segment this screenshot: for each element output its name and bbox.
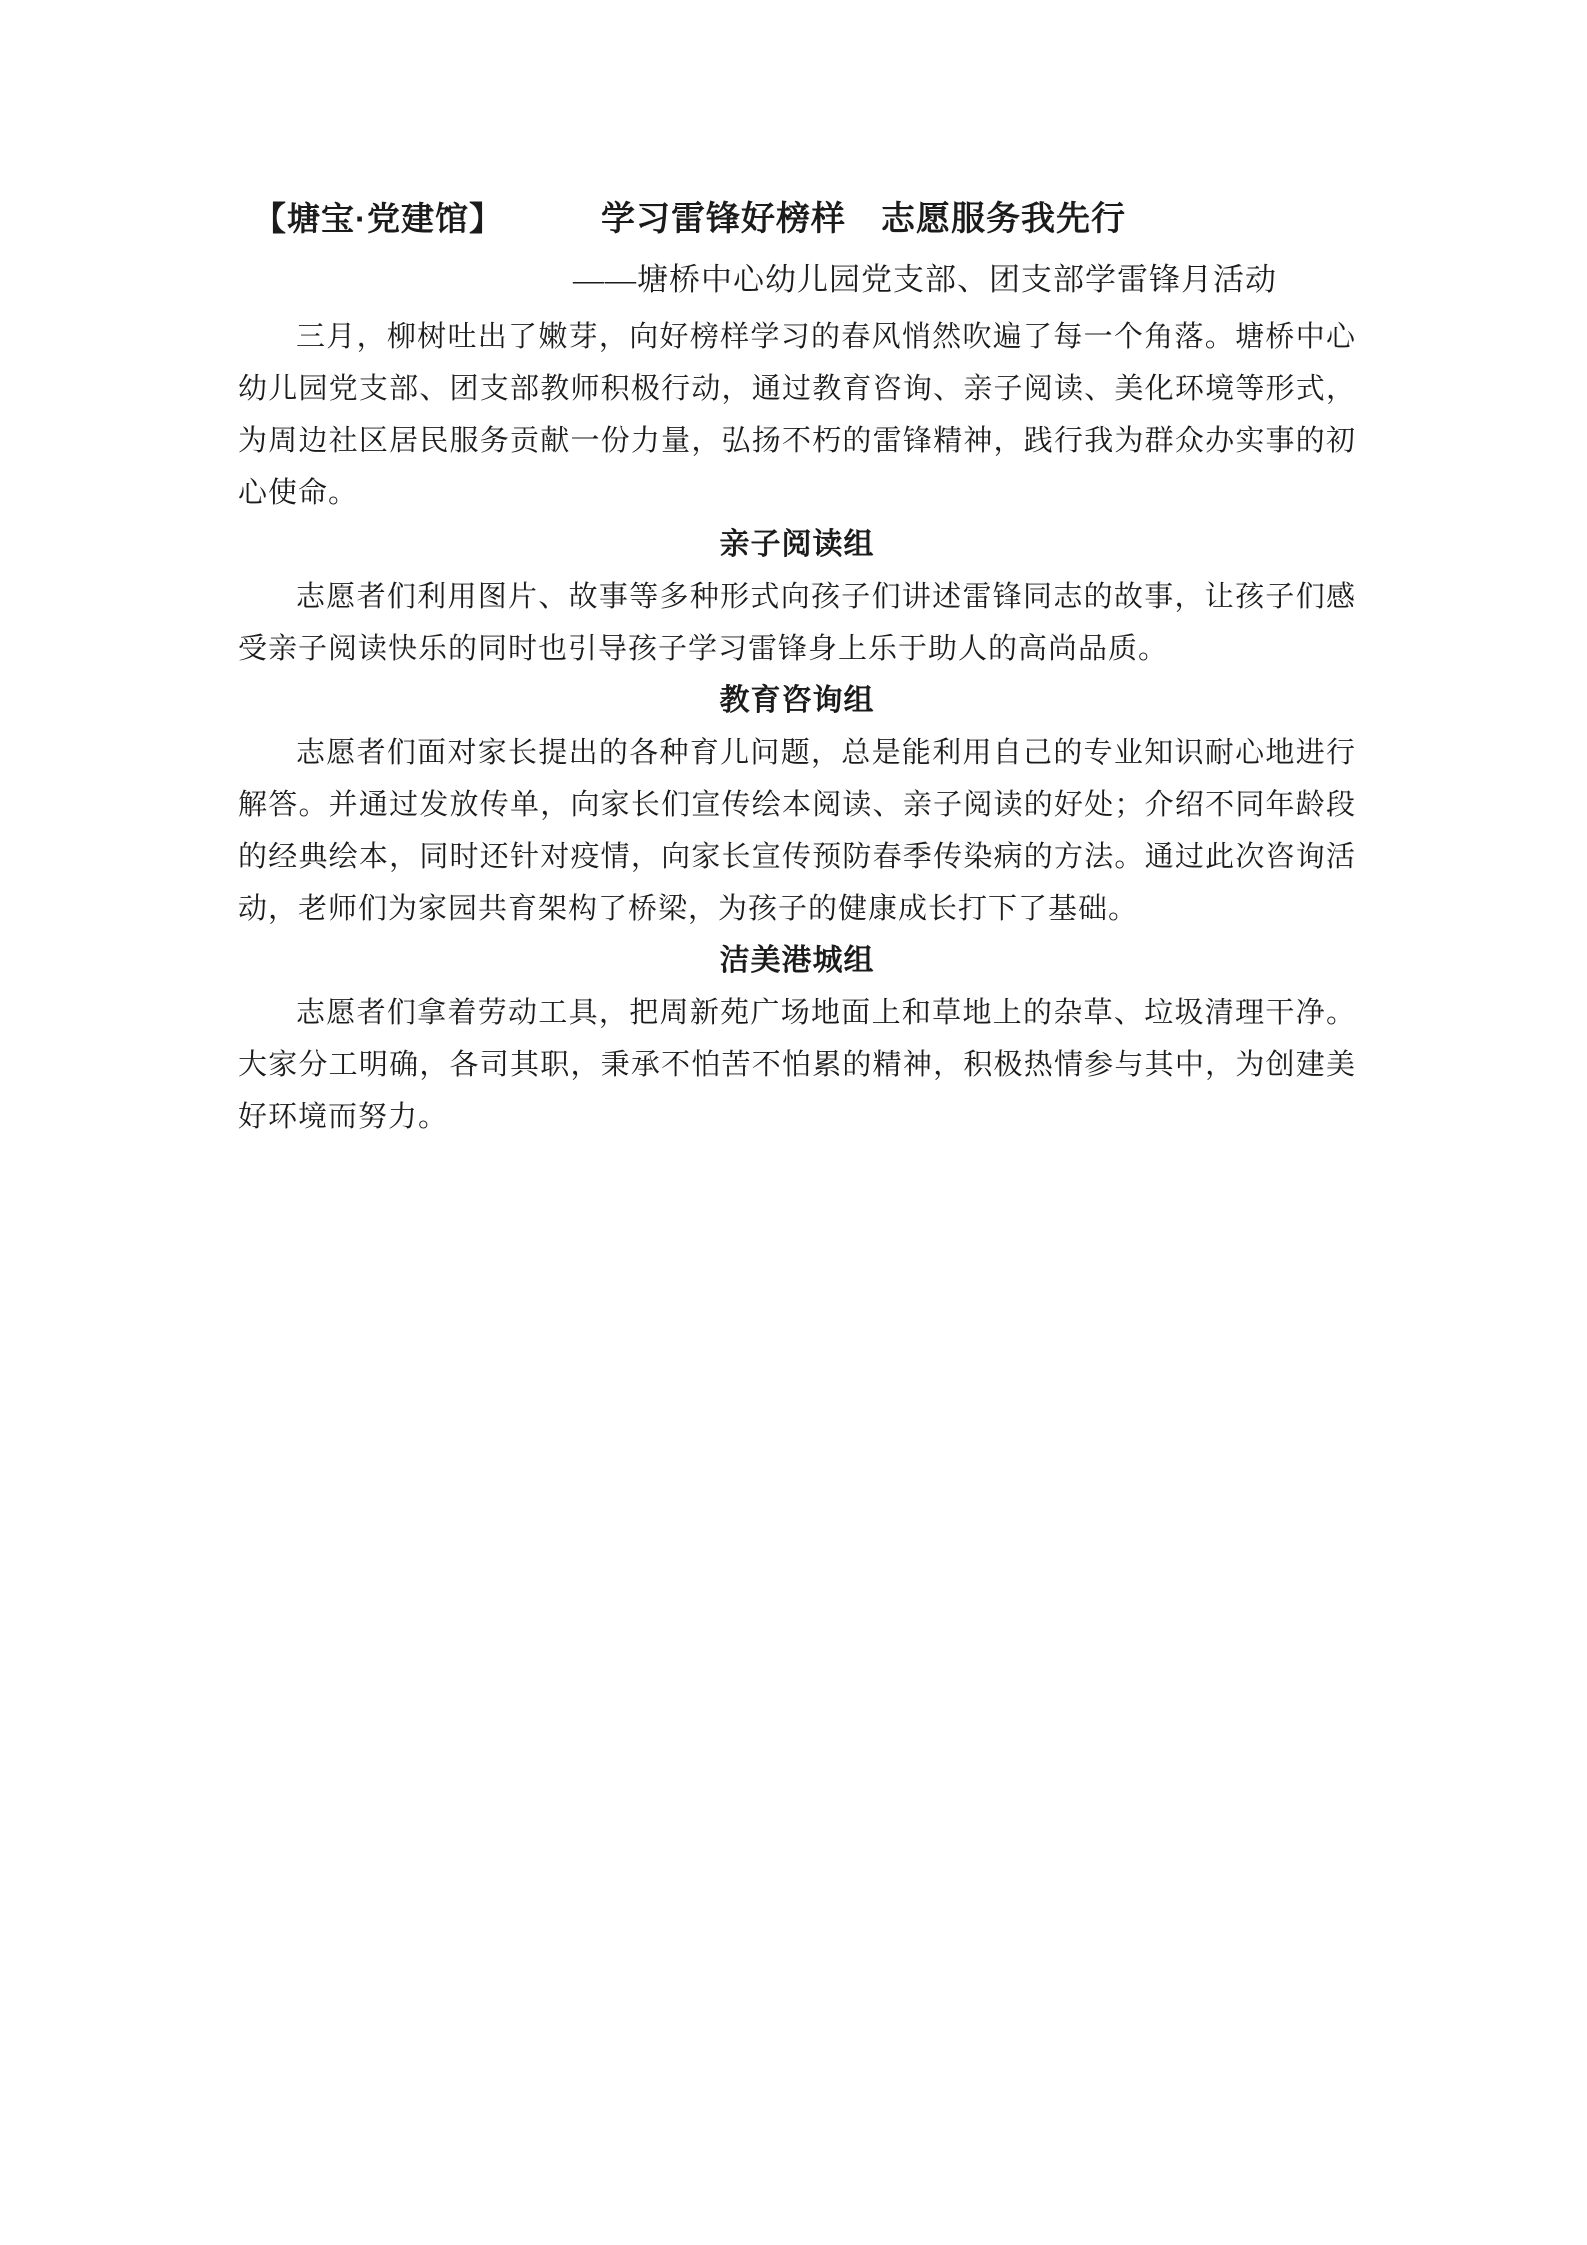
section-heading-education-consulting: 教育咨询组 — [719, 684, 875, 717]
section-paragraph-education-consulting: 志愿者们面对家长提出的各种育儿问题，总是能利用自己的专业知识耐心地进行解答。并通过发放传单，向家长们宣传绘本阅读、亲子阅读的好处；介绍不同年龄段的经典绘本，同时还针对疫情，向家长宣传预防春季传染病的方法。通过此次咨询活动，老师们为家园共育架构了桥梁，为孩子的健康成长打下了基础。 — [238, 737, 1356, 925]
intro-paragraph: 三月，柳树吐出了嫩芽，向好榜样学习的春风悄然吹遍了每一个角落。塘桥中心幼儿园党支部、团支部教师积极行动，通过教育咨询、亲子阅读、美化环境等形式，为周边社区居民服务贡献一份力量，弘扬不朽的雷锋精神，践行我为群众办实事的初心使命。 — [238, 321, 1356, 509]
document-content — [238, 190, 1356, 1143]
section-paragraph-parent-child-reading: 志愿者们利用图片、故事等多种形式向孩子们讲述雷锋同志的故事，让孩子们感受亲子阅读快乐的同时也引导孩子学习雷锋身上乐于助人的高尚品质。 — [238, 581, 1356, 665]
section-heading-clean-city: 洁美港城组 — [719, 944, 875, 977]
document-subtitle: ——塘桥中心幼儿园党支部、团支部学雷锋月活动 — [573, 262, 1277, 297]
section-heading-parent-child-reading: 亲子阅读组 — [719, 528, 875, 561]
title-tag: 【塘宝·党建馆】 — [253, 200, 503, 237]
page-title: 学习雷锋好榜样 志愿服务我先行 — [601, 200, 1126, 238]
section-paragraph-clean-city: 志愿者们拿着劳动工具，把周新苑广场地面上和草地上的杂草、垃圾清理干净。大家分工明确，各司其职，秉承不怕苦不怕累的精神，积极热情参与其中，为创建美好环境而努力。 — [238, 997, 1356, 1133]
document-title-row — [238, 190, 1356, 248]
